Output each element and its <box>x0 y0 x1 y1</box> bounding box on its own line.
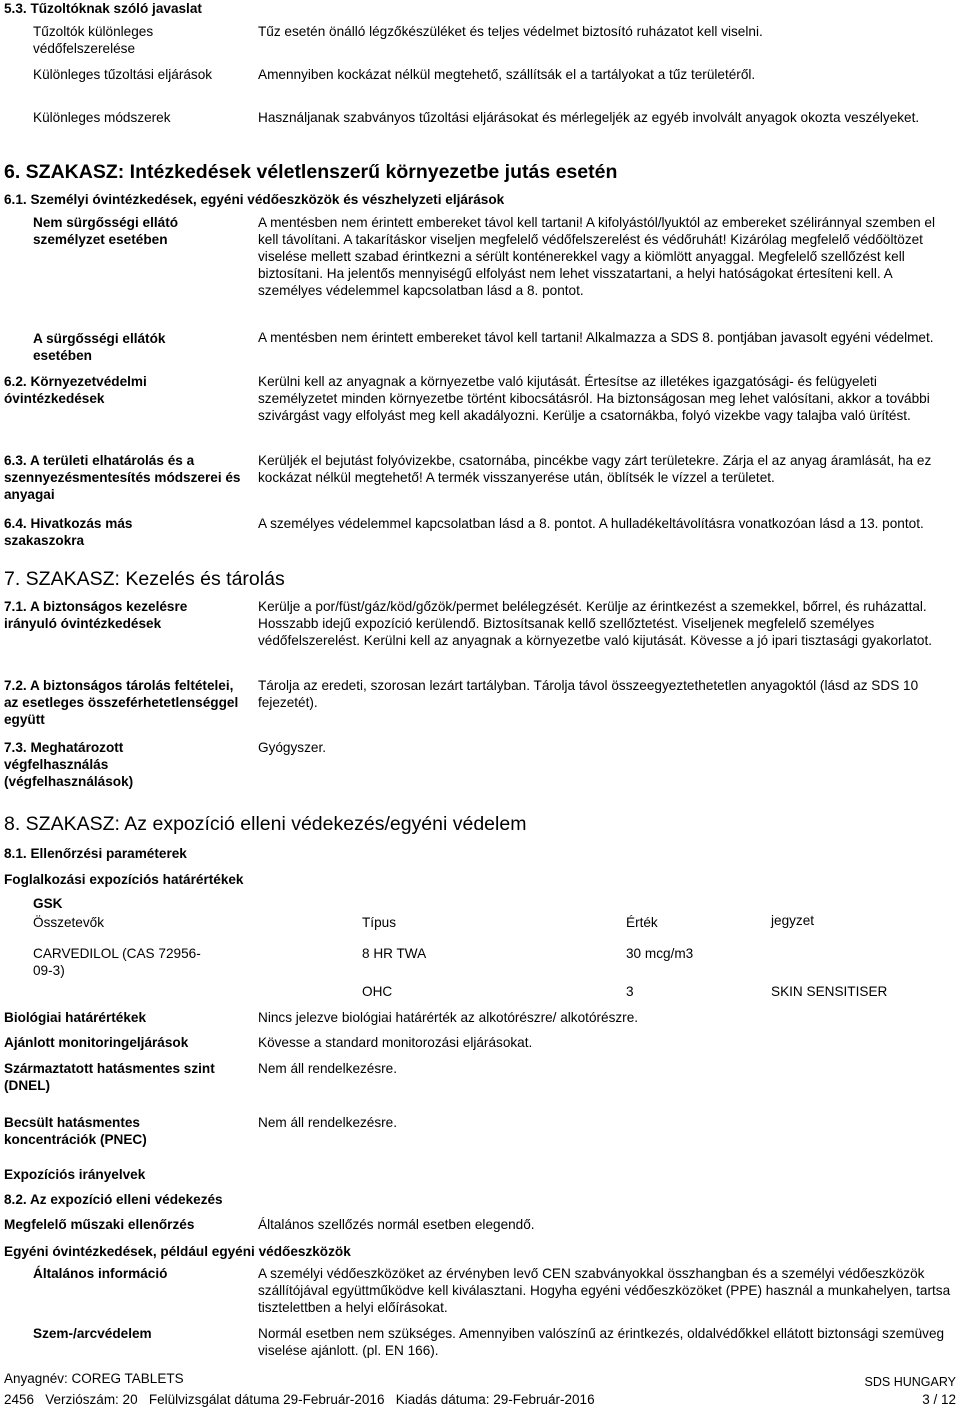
section-8-heading: 8. SZAKASZ: Az expozíció elleni védekezés/egyéni védelem <box>4 813 527 835</box>
table-cell-component: CARVEDILOL (CAS 72956-09-3) <box>33 946 201 978</box>
s6-text-references: A személyes védelemmel kapcsolatban lásd a 8. pontot. A hulladékeltávolításra vonatkozóan lásd a 13. pontot. <box>258 516 924 531</box>
ppe-title: Egyéni óvintézkedések, például egyéni védőeszközök <box>4 1244 351 1259</box>
s8-label-biological: Biológiai határértékek <box>4 1010 147 1025</box>
s7-label-end-use: 7.3. Meghatározott végfelhasználás (végfelhasználások) <box>4 740 134 789</box>
section-6-1-heading: 6.1. Személyi óvintézkedések, egyéni védőeszközök és vészhelyzeti eljárások <box>4 192 505 207</box>
s5-text-protective-equipment: Tűz esetén önálló légzőkészüléket és teljes védelmet biztosító ruházatot kell viselni. <box>258 24 763 39</box>
s8-label-engineering: Megfelelő műszaki ellenőrzés <box>4 1217 195 1232</box>
table-cell-note: SKIN SENSITISER <box>771 984 888 999</box>
s7-label-safe-handling: 7.1. A biztonságos kezelésre irányuló óvintézkedések <box>4 599 188 631</box>
section-8-2-heading: 8.2. Az expozíció elleni védekezés <box>4 1192 223 1207</box>
s8-text-eye-face: Normál esetben nem szükséges. Amennyiben valószínű az érintkezés, oldalvédőkkel ellátott biztonsági szemüveg viselése ajánlott. (pl. EN 166). <box>258 1326 945 1358</box>
table-cell-value: 30 mcg/m3 <box>626 946 694 961</box>
footer-page-number: 3 / 12 <box>922 1392 956 1407</box>
s6-label-environmental: 6.2. Környezetvédelmi óvintézkedések <box>4 374 147 406</box>
footer-product: Anyagnév: COREG TABLETS <box>4 1371 184 1386</box>
s8-text-pnec: Nem áll rendelkezésre. <box>258 1115 398 1130</box>
s8-text-engineering: Általános szellőzés normál esetben elegendő. <box>258 1217 535 1232</box>
s5-text-special-methods: Használjanak szabványos tűzoltási eljárásokat és mérlegeljék az egyéb involvált anyagok okozta veszélyeket. <box>258 110 920 125</box>
s7-text-storage: Tárolja az eredeti, szorosan lezárt tartályban. Tárolja távol összeegyeztethetetlen anyagoktól (lásd az SDS 10 fejezetét). <box>258 678 919 710</box>
s7-label-storage: 7.2. A biztonságos tárolás feltételei, az esetleges összeférhetetlenséggel együtt <box>4 678 239 727</box>
table-cell-type: OHC <box>362 984 393 999</box>
s5-label-special-procedures: Különleges tűzoltási eljárások <box>33 67 213 82</box>
s8-label-pnec: Becsült hatásmentes koncentrációk (PNEC) <box>4 1115 147 1147</box>
s7-text-safe-handling: Kerülje a por/füst/gáz/köd/gőzök/permet belélegzését. Kerülje az érintkezést a szemekkel, bőrrel, és ruházattal. Hosszabb idejű expozíció kerülendő. Biztosítsanak kellő szellőztetést. Viseljenek megfelelő személyes védőfelszerelést. Kerülni kell az anyagnak a környezetbe való kijutását. Kövesse a jó ipari tisztasági gyakorlatot. <box>258 599 933 648</box>
footer-meta: 2456 Verziószám: 20 Felülvizsgálat dátuma 29-Február-2016 Kiadás dátuma: 29-Február-2016 <box>4 1392 595 1407</box>
table-cell-value: 3 <box>626 984 634 999</box>
s6-text-environmental: Kerülni kell az anyagnak a környezetbe való kijutását. Értesítse az illetékes igazgatósági- és felügyeleti személyzetet minden környezetbe történt kibocsátásról. Ha biztonságosan meg lehet valósítani, akkor a további szivárgást vagy elfolyást meg kell akadályozni. Kerülje a csatornákba, folyó vizekbe vagy talajba való ürítést. <box>258 374 930 423</box>
s6-label-emergency: A sürgősségi ellátók esetében <box>33 331 166 363</box>
section-5-3-heading: 5.3. Tűzoltóknak szóló javaslat <box>4 1 202 16</box>
exposure-guidelines: Expozíciós irányelvek <box>4 1167 146 1182</box>
gsk-label: GSK <box>33 896 63 911</box>
table-header-type: Típus <box>362 915 396 930</box>
table-header-note: jegyzet <box>771 913 815 928</box>
s6-text-containment: Kerüljék el bejutást folyóvizekbe, csatornába, pincékbe vagy zárt területekre. Zárja el az anyag áramlását, ha ez kockázat nélkül megtehető! A termék visszanyerése után, öblítsék le vízzel a területet. <box>258 453 932 485</box>
s5-text-special-procedures: Amennyiben kockázat nélkül megtehető, szállítsák el a tartályokat a tűz területéről. <box>258 67 756 82</box>
occupational-limits-title: Foglalkozási expozíciós határértékek <box>4 872 244 887</box>
footer-sds: SDS HUNGARY <box>864 1375 956 1389</box>
s8-text-general-info: A személyi védőeszközöket az érvényben levő CEN szabványokkal összhangban és a személyi védőeszközök szállítójával együttműködve kell kiválasztani. Hogyha egyéni védőeszközöket (PPE) használ a munkahelyen, tartsa tisztelettben a helyi előírásokat. <box>258 1266 951 1315</box>
s6-label-containment: 6.3. A területi elhatárolás és a szennyezésmentesítés módszerei és anyagai <box>4 453 241 502</box>
s7-text-end-use: Gyógyszer. <box>258 740 326 755</box>
s8-label-dnel: Származtatott hatásmentes szint (DNEL) <box>4 1061 215 1093</box>
table-cell-type: 8 HR TWA <box>362 946 427 961</box>
s5-label-special-methods: Különleges módszerek <box>33 110 171 125</box>
s5-label-protective-equipment: Tűzoltók különleges védőfelszerelése <box>33 24 154 56</box>
s8-label-general-info: Általános információ <box>33 1266 168 1281</box>
s6-text-emergency: A mentésben nem érintett embereket távol kell tartani! Alkalmazza a SDS 8. pontjában javasolt egyéni védelmet. <box>258 330 934 345</box>
table-header-value: Érték <box>626 915 658 930</box>
table-header-component: Összetevők <box>33 915 105 930</box>
s8-text-monitoring: Kövesse a standard monitorozási eljárásokat. <box>258 1035 533 1050</box>
s6-text-non-emergency: A mentésben nem érintett embereket távol kell tartani! A kifolyástól/lyuktól az embereket széliránnyal szemben el kell távolítani. A takarításkor viseljen megfelelő védőfelszerelést és védőruhát! Kizárólag megfelelő védőöltözet viselése mellett szabad érintkezni a sérült konténerekkel vagy a kiömlött anyaggal. Megfelelő szellőzést kell biztosítani. Ha jelentős mennyiségű elfolyást nem lehet visszatartani, a helyi hatóságokat értesíteni kell. A személyes védelemmel kapcsolatban lásd a 8. pontot. <box>258 215 936 298</box>
section-8-1-heading: 8.1. Ellenőrzési paraméterek <box>4 846 187 861</box>
s8-label-eye-face: Szem-/arcvédelem <box>33 1326 152 1341</box>
s8-text-dnel: Nem áll rendelkezésre. <box>258 1061 398 1076</box>
section-7-heading: 7. SZAKASZ: Kezelés és tárolás <box>4 568 285 590</box>
s6-label-references: 6.4. Hivatkozás más szakaszokra <box>4 516 133 548</box>
section-6-heading: 6. SZAKASZ: Intézkedések véletlenszerű környezetbe jutás esetén <box>4 161 618 183</box>
s6-label-non-emergency: Nem sürgősségi ellátó személyzet esetében <box>33 215 179 247</box>
s8-label-monitoring: Ajánlott monitoringeljárások <box>4 1035 189 1050</box>
s8-text-biological: Nincs jelezve biológiai határérték az alkotórészre/ alkotórészre. <box>258 1010 639 1025</box>
